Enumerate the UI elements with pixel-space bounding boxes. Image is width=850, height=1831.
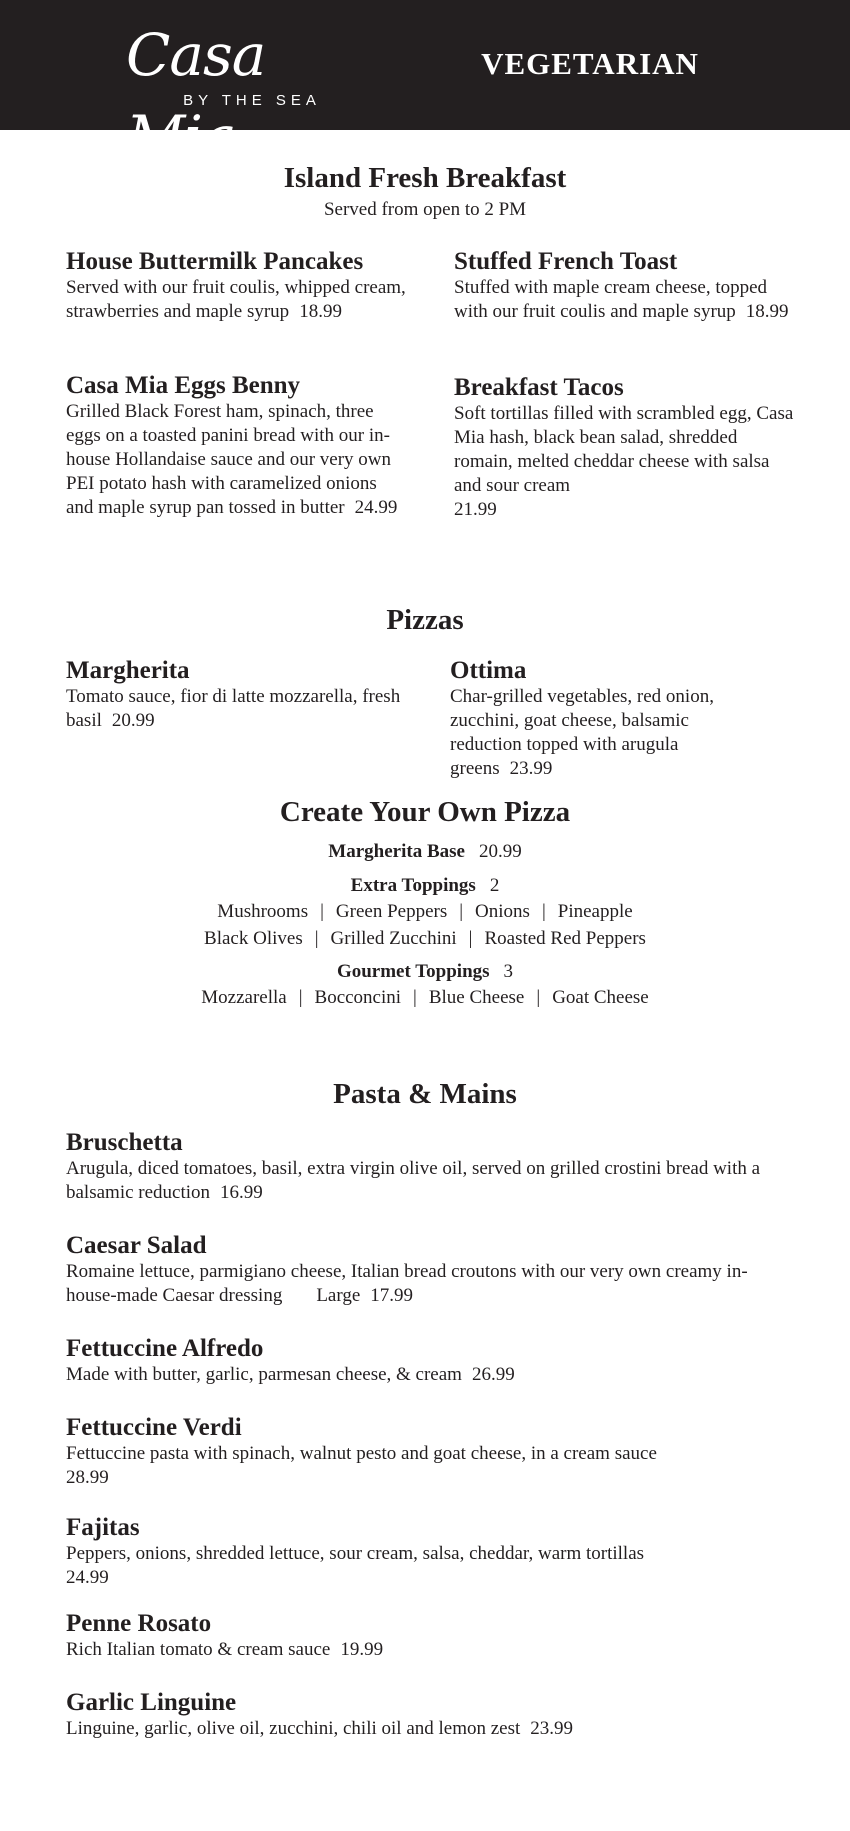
menu-item (66, 1231, 786, 1308)
item-price: 23.99 (530, 1718, 574, 1739)
item-description: Char-grilled vegetables, red onion, zucchini, goat cheese, balsamic reduction topped with arugula greens 23.99 (450, 686, 714, 779)
item-description: Grilled Black Forest ham, spinach, three eggs on a toasted panini bread with our in-house Hollandaise sauce and our very own PEI potato hash with caramelized onions and maple syrup pan tossed in butter 24.99 (66, 401, 398, 518)
item-name: Breakfast Tacos (454, 374, 624, 401)
item-description: Stuffed with maple cream cheese, topped with our fruit coulis and maple syrup 18.99 (454, 277, 789, 322)
extra-toppings-label: Extra Toppings (350, 875, 476, 896)
menu-item (66, 1334, 786, 1387)
menu-item (66, 656, 416, 733)
gourmet-toppings-label: Gourmet Toppings (336, 961, 490, 982)
gourmet-toppings-line (0, 960, 850, 984)
menu-item (66, 1128, 786, 1205)
base-label: Margherita Base (328, 841, 465, 862)
topping: Green Peppers (335, 901, 448, 922)
margherita-base-line (0, 840, 850, 864)
item-name: Bruschetta (66, 1129, 183, 1156)
extra-toppings-price: 2 (489, 875, 500, 896)
item-name: Stuffed French Toast (454, 248, 678, 275)
casa-mia-logo (120, 14, 380, 171)
topping: Black Olives (204, 928, 303, 949)
topping: Pineapple (557, 901, 633, 922)
topping: Grilled Zucchini (330, 928, 457, 949)
item-price: 26.99 (471, 1364, 515, 1385)
item-name: Ottima (450, 657, 527, 684)
item-description: Served with our fruit coulis, whipped cream, strawberries and maple syrup 18.99 (66, 277, 406, 322)
extra-toppings-line (0, 874, 850, 898)
item-description: Peppers, onions, shredded lettuce, sour cream, salsa, cheddar, warm tortillas 24.99 (66, 1543, 645, 1588)
item-name: Caesar Salad (66, 1232, 207, 1259)
menu-item (66, 1413, 786, 1490)
item-price: 16.99 (220, 1182, 263, 1203)
item-description: Linguine, garlic, olive oil, zucchini, chili oil and lemon zest 23.99 (66, 1718, 574, 1739)
item-price: 19.99 (340, 1639, 384, 1660)
item-description: Tomato sauce, fior di latte mozzarella, fresh basil 20.99 (66, 686, 401, 731)
item-name: Fettuccine Verdi (66, 1414, 242, 1441)
pizzas-section-title: Pizzas (386, 604, 464, 636)
item-price: 17.99 (370, 1285, 414, 1306)
menu-item (450, 656, 765, 781)
item-description: Made with butter, garlic, parmesan cheese, & cream 26.99 (66, 1364, 515, 1385)
item-description: Fettuccine pasta with spinach, walnut pesto and goat cheese, in a cream sauce 28.99 (66, 1443, 657, 1488)
pasta-section-title: Pasta & Mains (333, 1078, 517, 1110)
item-name: Fettuccine Alfredo (66, 1335, 264, 1362)
topping: Mushrooms (217, 901, 309, 922)
item-price: 24.99 (66, 1567, 109, 1588)
gourmet-toppings-price: 3 (503, 961, 514, 982)
item-description: Romaine lettuce, parmigiano cheese, Italian bread croutons with our very own creamy in-house-made Caesar dressing Large 17.99 (66, 1261, 748, 1306)
gourmet-toppings-row: Mozzarella | Bocconcini | Blue Cheese | Goat Cheese (201, 987, 649, 1008)
item-price: 20.99 (111, 710, 155, 731)
item-description: Arugula, diced tomatoes, basil, extra virgin olive oil, served on grilled crostini bread with a balsamic reduction 16.99 (66, 1158, 761, 1203)
menu-item (454, 247, 794, 324)
topping: Goat Cheese (552, 987, 649, 1008)
item-price: 21.99 (454, 499, 497, 520)
menu-header (0, 0, 850, 171)
item-name: Margherita (66, 657, 190, 684)
item-name: Fajitas (66, 1514, 140, 1541)
topping: Mozzarella (201, 987, 287, 1008)
item-name: House Buttermilk Pancakes (66, 248, 364, 275)
topping: Bocconcini (314, 987, 402, 1008)
menu-item (454, 373, 794, 522)
menu-item (66, 1609, 786, 1662)
logo-tagline: BY THE SEA (183, 92, 321, 109)
topping: Roasted Red Peppers (484, 928, 646, 949)
extra-toppings-row: Mushrooms | Green Peppers | Onions | Pineapple (217, 901, 633, 922)
menu-item (66, 247, 406, 324)
menu-category-title: VEGETARIAN (481, 46, 699, 81)
item-name: Penne Rosato (66, 1610, 212, 1637)
topping: Blue Cheese (428, 987, 525, 1008)
item-name: Casa Mia Eggs Benny (66, 372, 301, 399)
item-price: 18.99 (299, 301, 342, 322)
menu-item (66, 1688, 786, 1741)
item-description: Soft tortillas filled with scrambled egg, Casa Mia hash, black bean salad, shredded romain, melted cheddar cheese with salsa and sour cream 21.99 (454, 403, 794, 520)
breakfast-hours: Served from open to 2 PM (323, 199, 527, 220)
extra-toppings-row: Black Olives | Grilled Zucchini | Roasted Red Peppers (204, 928, 646, 949)
breakfast-section-title: Island Fresh Breakfast (283, 162, 567, 194)
logo-script: Casa Mia (126, 21, 266, 171)
menu-item (66, 1513, 786, 1590)
item-price: 23.99 (509, 758, 553, 779)
item-description: Rich Italian tomato & cream sauce 19.99 (66, 1639, 384, 1660)
base-price: 20.99 (478, 841, 522, 862)
item-price: 24.99 (354, 497, 398, 518)
menu-item (66, 371, 406, 520)
item-price: 18.99 (745, 301, 789, 322)
item-price: 28.99 (66, 1467, 109, 1488)
topping: Onions (475, 901, 530, 922)
item-name: Garlic Linguine (66, 1689, 237, 1716)
item-size: Large (316, 1285, 361, 1306)
create-your-own-title: Create Your Own Pizza (279, 796, 571, 828)
